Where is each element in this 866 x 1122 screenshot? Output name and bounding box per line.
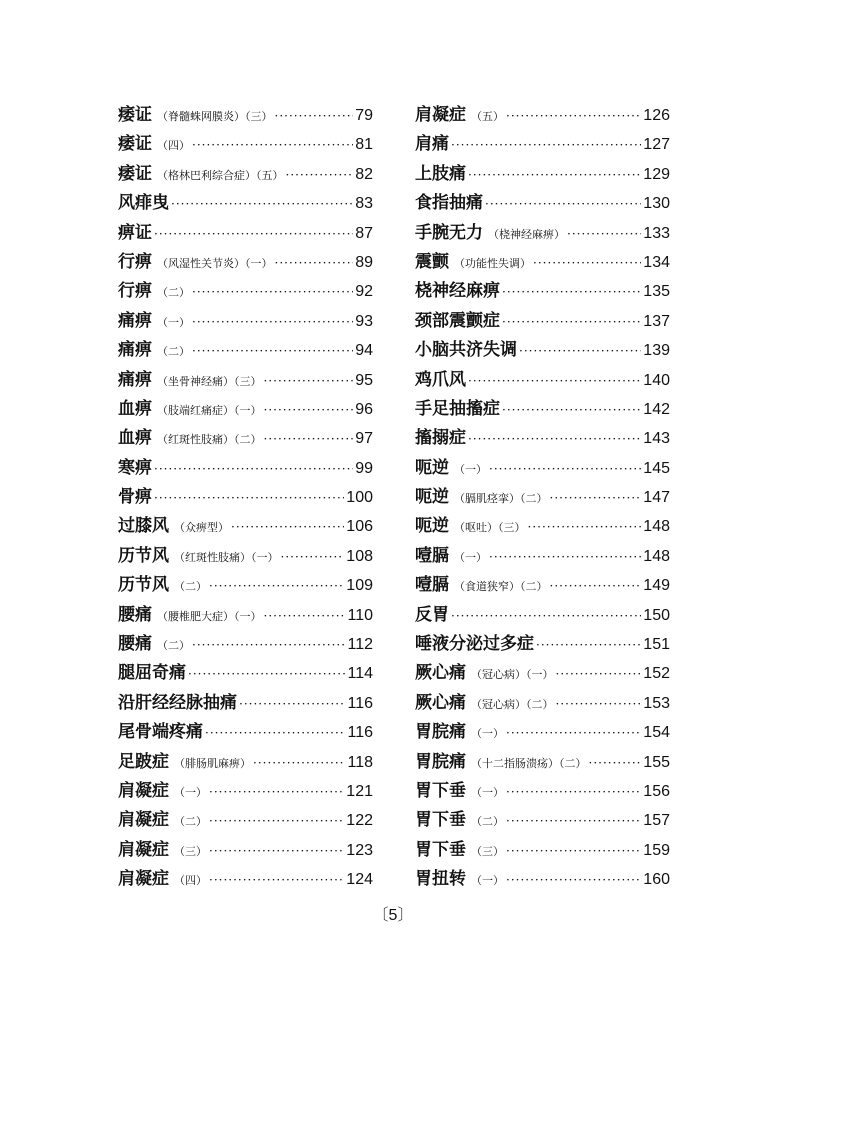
dot-leader [264,396,354,425]
entry-title: 反胃 [415,604,449,625]
entry-title: 痹证 [118,222,152,243]
entry-title: 历节风 [118,575,169,596]
entry-page-number: 95 [355,371,373,389]
entry-note: （二） [174,815,207,829]
dot-leader [489,543,641,572]
entry-note: （二） [157,639,190,653]
dot-leader [506,719,641,748]
entry-note: （坐骨神经痛）（三） [157,374,262,388]
entry-title: 沿肝经经脉抽痛 [118,692,237,713]
entry-page-number: 121 [346,782,373,800]
entry-page-number: 159 [643,841,670,859]
entry-title: 胃下垂 [415,839,466,860]
entry-page-number: 106 [346,518,373,536]
toc-entry [415,512,670,541]
entry-page-number: 100 [346,489,373,507]
entry-page-number: 110 [347,606,373,624]
dot-leader [264,602,346,631]
entry-note: （冠心病）（二） [471,697,554,711]
entry-note: （一） [454,550,487,564]
toc-entry [415,777,670,806]
entry-page-number: 156 [643,782,670,800]
entry-note: （食道狭窄）（二） [454,580,548,594]
dot-leader [528,513,642,542]
entry-note: （四） [174,874,207,888]
entry-title: 行痹 [118,251,152,272]
dot-leader [209,807,344,836]
toc-entry [118,366,373,395]
dot-leader [556,660,642,689]
entry-title: 噎膈 [415,545,449,566]
entry-page-number: 152 [643,665,670,683]
toc-entry [118,130,373,159]
entry-title: 痿证 [118,105,152,125]
dot-leader [506,102,641,131]
entry-note: （众痹型） [174,521,229,535]
toc-entry [415,689,670,718]
dot-leader [506,807,641,836]
toc-entry [118,659,373,688]
entry-page-number: 129 [643,165,670,183]
dot-leader [209,572,344,601]
entry-page-number: 142 [643,400,670,418]
entry-title: 骨痹 [118,487,152,508]
entry-title: 手腕无力 [415,222,483,243]
dot-leader [209,837,344,866]
entry-note: （四） [157,139,190,153]
entry-page-number: 114 [347,665,373,683]
toc-entry [415,366,670,395]
entry-note: （二） [157,345,190,359]
dot-leader [451,602,641,631]
toc-entry [118,219,373,248]
dot-leader [536,631,641,660]
entry-title: 肩痛 [415,134,449,155]
entry-title: 历节风 [118,545,169,566]
dot-leader [506,837,641,866]
entry-title: 手足抽搐症 [415,398,500,419]
entry-title: 胃脘痛 [415,722,466,743]
dot-leader [589,749,642,778]
entry-note: （一） [174,785,207,799]
entry-title: 震颤 [415,251,449,272]
entry-title: 肩凝症 [118,810,169,831]
dot-leader [188,660,345,689]
toc-entry [415,219,670,248]
toc-entry [415,806,670,835]
toc-entry [118,189,373,218]
dot-leader [264,367,354,396]
entry-page-number: 151 [643,636,670,654]
toc-entry [118,277,373,306]
dot-leader [264,425,354,454]
entry-page-number: 157 [643,812,670,830]
toc-entry [415,630,670,659]
entry-page-number: 148 [643,547,670,565]
toc-entry [118,571,373,600]
toc-entry [118,689,373,718]
dot-leader [502,308,641,337]
entry-page-number: 150 [643,606,670,624]
page-number: 〔5〕 [372,907,414,924]
entry-title: 肩凝症 [118,839,169,860]
dot-leader [502,278,641,307]
dot-leader [275,249,354,278]
entry-note: （五） [471,110,504,123]
entry-title: 厥心痛 [415,663,466,684]
toc-entry [415,865,670,894]
entry-title: 肩凝症 [118,780,169,801]
dot-leader [550,484,642,513]
toc-entry [118,748,373,777]
dot-leader [192,337,353,366]
toc-entry [118,512,373,541]
toc-entry [415,248,670,277]
dot-leader [192,278,353,307]
entry-page-number: 82 [355,165,373,183]
entry-page-number: 87 [355,224,373,242]
dot-leader [489,455,641,484]
dot-leader [468,367,641,396]
entry-title: 行痹 [118,281,152,302]
dot-leader [192,308,353,337]
toc-entry [415,836,670,865]
entry-page-number: 139 [643,342,670,360]
dot-leader [192,131,353,160]
dot-leader [502,396,641,425]
toc-entry [118,248,373,277]
entry-page-number: 108 [346,547,373,565]
toc-entry [415,454,670,483]
dot-leader [253,749,345,778]
entry-page-number: 133 [643,224,670,242]
toc-entry [415,395,670,424]
entry-page-number: 89 [355,253,373,271]
toc-entry [415,424,670,453]
dot-leader [506,866,641,895]
entry-note: （呕吐）（三） [454,521,526,535]
entry-page-number: 96 [355,400,373,418]
entry-page-number: 124 [346,871,373,889]
toc-entry [415,601,670,630]
entry-note: （脊髓蛛网膜炎）（三） [157,110,273,123]
entry-note: （冠心病）（一） [471,668,554,682]
entry-title: 痿证 [118,134,152,155]
entry-note: （桡神经麻痹） [488,227,565,241]
dot-leader [556,690,642,719]
entry-page-number: 127 [643,136,670,154]
toc-entry [415,189,670,218]
entry-title: 唾液分泌过多症 [415,634,534,655]
entry-title: 腰痛 [118,634,152,655]
entry-title: 风痱曳 [118,193,169,214]
toc-entry [118,630,373,659]
entry-page-number: 112 [347,636,373,654]
entry-page-number: 155 [643,753,670,771]
toc-entry [415,336,670,365]
entry-title: 血痹 [118,428,152,449]
toc-column-right [415,101,670,895]
toc-entry [415,277,670,306]
dot-leader [533,249,641,278]
entry-page-number: 79 [355,107,373,124]
entry-page-number: 160 [643,871,670,889]
entry-note: （三） [174,844,207,858]
entry-title: 桡神经麻痹 [415,281,500,302]
toc-entry [118,483,373,512]
toc-entry [118,542,373,571]
entry-title: 呃逆 [415,457,449,478]
entry-note: （格林巴利综合症）（五） [157,168,284,182]
entry-note: （肢端红痛症）（一） [157,403,262,417]
entry-title: 痿证 [118,163,152,184]
entry-title: 胃扭转 [415,869,466,890]
entry-page-number: 83 [355,195,373,213]
toc-entry [118,395,373,424]
toc-entry [118,777,373,806]
toc-entry [415,130,670,159]
entry-note: （红斑性肢痛）（二） [157,433,262,447]
dot-leader [519,337,641,366]
dot-leader [192,631,345,660]
dot-leader [451,131,641,160]
dot-leader [550,572,642,601]
entry-title: 颈部震颤症 [415,310,500,331]
dot-leader [506,778,641,807]
entry-page-number: 118 [347,753,373,771]
entry-title: 过膝风 [118,516,169,537]
entry-page-number: 97 [355,430,373,448]
toc-entry [118,865,373,894]
entry-title: 肩凝症 [415,105,466,125]
entry-title: 搐搦症 [415,428,466,449]
toc-entry [118,601,373,630]
entry-title: 痛痹 [118,340,152,361]
toc-entry [118,806,373,835]
entry-page-number: 135 [643,283,670,301]
entry-title: 胃下垂 [415,780,466,801]
entry-note: （腓肠肌麻痹） [174,756,251,770]
entry-note: （风湿性关节炎）（一） [157,256,273,270]
entry-title: 胃脘痛 [415,751,466,772]
entry-page-number: 116 [347,694,373,712]
dot-leader [205,719,345,748]
entry-title: 肩凝症 [118,869,169,890]
entry-page-number: 145 [643,459,670,477]
entry-title: 上肢痛 [415,163,466,184]
entry-note: （一） [157,315,190,329]
entry-title: 腰痛 [118,604,152,625]
toc-entry [415,542,670,571]
entry-page-number: 147 [643,489,670,507]
entry-note: （一） [454,462,487,476]
entry-title: 痛痹 [118,310,152,331]
dot-leader [231,513,344,542]
entry-note: （二） [157,286,190,300]
entry-page-number: 143 [643,430,670,448]
toc-entry [118,160,373,189]
dot-leader [154,455,353,484]
toc-entry [118,101,373,130]
toc-entry [118,836,373,865]
entry-page-number: 153 [643,694,670,712]
entry-title: 小脑共济失调 [415,340,517,361]
entry-page-number: 134 [643,253,670,271]
entry-title: 鸡爪风 [415,369,466,390]
toc-entry [415,101,670,130]
dot-leader [275,102,354,131]
entry-note: （二） [471,815,504,829]
entry-note: （功能性失调） [454,256,531,270]
dot-leader [281,543,345,572]
entry-note: （三） [471,844,504,858]
entry-title: 呃逆 [415,487,449,508]
entry-title: 足跛症 [118,751,169,772]
dot-leader [171,190,353,219]
dot-leader [239,690,345,719]
entry-page-number: 116 [347,724,373,742]
entry-page-number: 94 [355,342,373,360]
entry-page-number: 93 [355,312,373,330]
toc-entry [415,718,670,747]
entry-note: （一） [471,785,504,799]
dot-leader [209,778,344,807]
entry-note: （一） [471,727,504,741]
entry-title: 食指抽痛 [415,193,483,214]
entry-page-number: 92 [355,283,373,301]
toc-entry [415,307,670,336]
entry-title: 血痹 [118,398,152,419]
entry-page-number: 148 [643,518,670,536]
entry-title: 噎膈 [415,575,449,596]
toc-entry [118,307,373,336]
entry-page-number: 126 [643,107,670,124]
entry-note: （膈肌痉挛）（二） [454,492,548,506]
toc-entry [415,659,670,688]
toc-entry [415,748,670,777]
entry-title: 腿屈奇痛 [118,663,186,684]
entry-note: （一） [471,874,504,888]
toc-entry [118,336,373,365]
dot-leader [485,190,641,219]
toc-entry [118,718,373,747]
toc-entry [415,160,670,189]
entry-note: （红斑性肢痛）（一） [174,550,279,564]
entry-page-number: 149 [643,577,670,595]
entry-page-number: 81 [355,136,373,154]
toc-entry [415,483,670,512]
dot-leader [286,161,354,190]
toc-entry [415,571,670,600]
entry-note: （二） [174,580,207,594]
entry-title: 痛痹 [118,369,152,390]
entry-page-number: 122 [346,812,373,830]
entry-note: （十二指肠溃疡）（二） [471,756,587,770]
dot-leader [468,161,641,190]
entry-title: 尾骨端疼痛 [118,722,203,743]
entry-page-number: 109 [346,577,373,595]
entry-title: 厥心痛 [415,692,466,713]
entry-page-number: 137 [643,312,670,330]
dot-leader [154,484,344,513]
dot-leader [567,220,641,249]
entry-page-number: 130 [643,195,670,213]
entry-page-number: 140 [643,371,670,389]
dot-leader [468,425,641,454]
toc-entry [118,424,373,453]
entry-page-number: 99 [355,459,373,477]
entry-title: 胃下垂 [415,810,466,831]
dot-leader [209,866,344,895]
dot-leader [154,220,353,249]
toc-column-left [118,101,373,895]
toc-entry [118,454,373,483]
entry-note: （腰椎肥大症）（一） [157,609,262,623]
entry-page-number: 154 [643,724,670,742]
entry-title: 寒痹 [118,457,152,478]
entry-title: 呃逆 [415,516,449,537]
entry-page-number: 123 [346,841,373,859]
